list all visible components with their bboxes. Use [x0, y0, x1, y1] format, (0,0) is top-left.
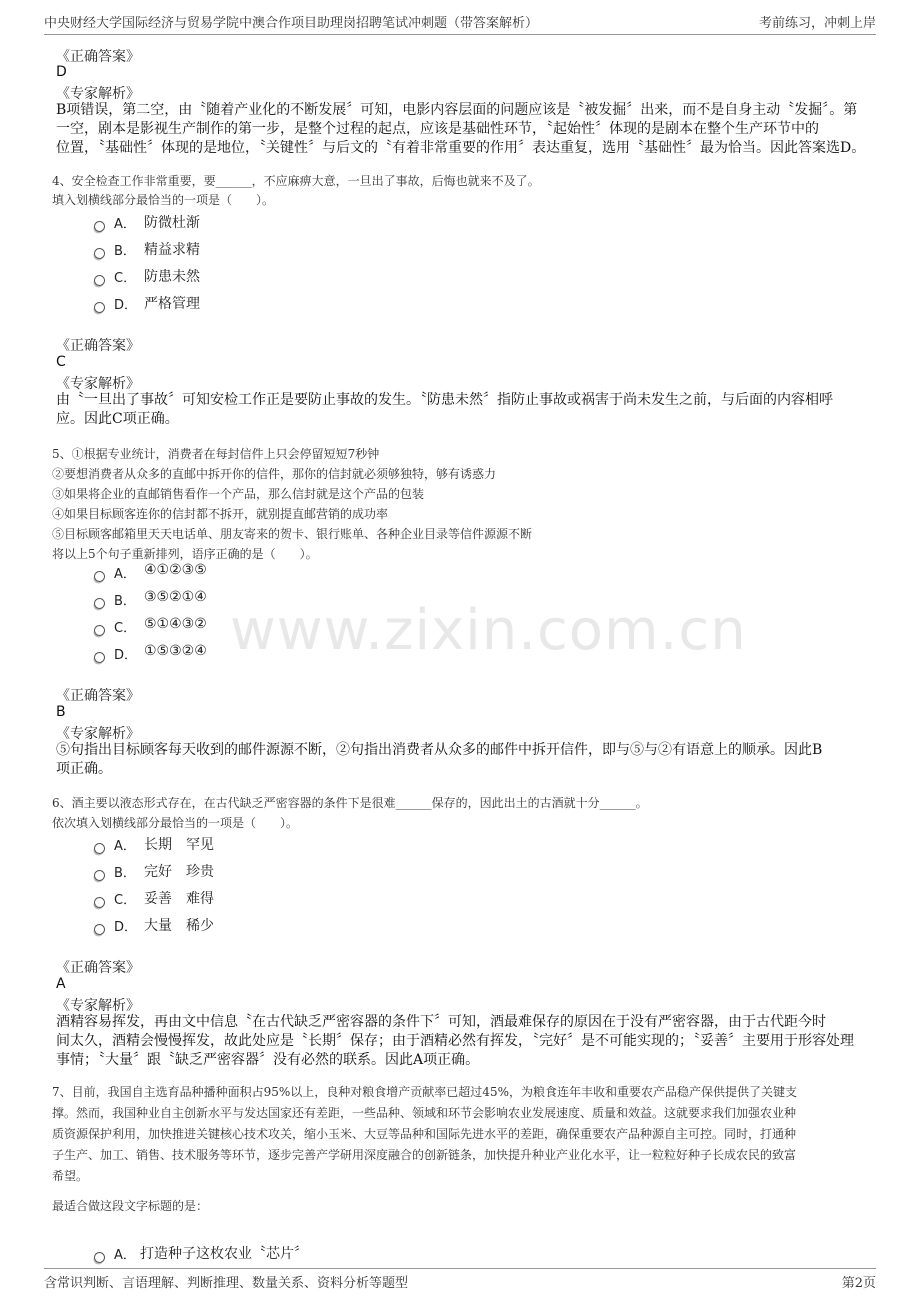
analysis-text — [56, 1013, 854, 1070]
correct-answer-label: 《正确答案》 — [56, 49, 140, 65]
option-letter: C． — [114, 271, 137, 286]
analysis-line: 酒精容易挥发，再由文中信息〝在古代缺乏严密容器的条件下〞可知，酒最难保存的原因在于没有严密容器，由于古代距今时 — [56, 1014, 826, 1030]
analysis-line: 位置，〝基础性〞体现的是地位，〝关键性〞与后文的〝有着非常重要的作用〞表达重复，选用〝基础性〞最为恰当。因此答案选D。 — [56, 140, 866, 156]
footer-divider — [44, 1268, 876, 1269]
analysis-line: 项正确。 — [56, 761, 112, 777]
passage-line: 希望。 — [52, 1169, 89, 1183]
correct-answer-label: 《正确答案》 — [56, 960, 140, 976]
radio-icon[interactable] — [94, 870, 105, 881]
analysis-label: 《专家解析》 — [56, 376, 140, 392]
analysis-label: 《专家解析》 — [56, 726, 140, 742]
radio-icon[interactable] — [94, 625, 105, 636]
option-text: 防微杜渐 — [144, 215, 200, 231]
analysis-line: 事情；〝大量〞跟〝缺乏严密容器〞没有必然的联系。因此A项正确。 — [56, 1052, 480, 1068]
analysis-text — [56, 391, 833, 429]
analysis-label: 《专家解析》 — [56, 86, 140, 102]
question-prompt: 将以上5个句子重新排列，语序正确的是（ ）。 — [52, 547, 318, 561]
radio-icon[interactable] — [94, 598, 105, 609]
option-letter: D． — [114, 648, 138, 663]
radio-icon[interactable] — [94, 652, 105, 663]
sentence-line: ③如果将企业的直邮销售看作一个产品，那么信封就是这个产品的包装 — [52, 487, 425, 501]
option-text: 防患未然 — [144, 269, 200, 285]
analysis-line: 一空，剧本是影视生产制作的第一步，是整个过程的起点，应该是基础性环节，〝起始性〞体现的是剧本在整个生产环节中的 — [56, 121, 819, 137]
option-letter: A． — [114, 1248, 136, 1263]
option-letter: D． — [114, 920, 138, 935]
radio-icon[interactable] — [94, 843, 105, 854]
sentence-line: ②要想消费者从众多的直邮中拆开你的信件，那你的信封就必须够独特，够有诱惑力 — [52, 467, 497, 481]
page-number: 第2页 — [841, 1276, 876, 1291]
option-letter: D． — [114, 298, 138, 313]
option-text: ③⑤②①④ — [144, 589, 207, 605]
option-text: ④①②③⑤ — [144, 562, 207, 578]
option-text: 长期 罕见 — [144, 837, 214, 853]
passage-line: 子生产、加工、销售、技术服务等环节，逐步完善产学研用深度融合的创新链条，加快提升种业产业化水平，让一粒粒好种子长成农民的致富 — [52, 1148, 797, 1162]
radio-icon[interactable] — [94, 221, 105, 232]
option-letter: B． — [114, 244, 136, 259]
correct-answer: D — [56, 64, 67, 80]
question-stem: 6、酒主要以液态形式存在，在古代缺乏严密容器的条件下是很难______保存的，因此出土的古酒就十分______。 — [52, 796, 648, 810]
radio-icon[interactable] — [94, 1252, 105, 1263]
option-text: 完好 珍贵 — [144, 864, 214, 880]
radio-icon[interactable] — [94, 248, 105, 259]
analysis-line: 间太久，酒精会慢慢挥发，故此处应是〝长期〞保存；由于酒精必然有挥发，〝完好〞是不可能实现的；〝妥善〞主要用于形容处理 — [56, 1033, 854, 1049]
passage-line: 7、目前，我国自主选育品种播种面积占95%以上，良种对粮食增产贡献率已超过45%，为粮食连年丰收和重要农产品稳产保供提供了关键支 — [52, 1085, 797, 1099]
option-text: ①⑤③②④ — [144, 643, 207, 659]
option-letter: C． — [114, 893, 137, 908]
question-prompt: 填入划横线部分最恰当的一项是（ ）。 — [52, 193, 275, 207]
radio-icon[interactable] — [94, 275, 105, 286]
sentence-line: ④如果目标顾客连你的信封都不拆开，就别提直邮营销的成功率 — [52, 507, 389, 521]
radio-icon[interactable] — [94, 571, 105, 582]
option-text: 打造种子这枚农业〝芯片〞 — [140, 1246, 308, 1262]
option-text: 严格管理 — [144, 296, 200, 312]
analysis-text — [56, 741, 822, 779]
question-stem: 4、安全检查工作非常重要，要______，不应麻痹大意，一旦出了事故，后悔也就来不及了。 — [52, 174, 540, 188]
question-passage — [52, 1082, 797, 1187]
option-letter: A． — [114, 567, 136, 582]
correct-answer: C — [56, 354, 66, 370]
header-divider — [44, 34, 876, 35]
question-prompt: 最适合做这段文字标题的是： — [52, 1199, 209, 1213]
option-letter: A． — [114, 839, 136, 854]
correct-answer: B — [56, 704, 66, 720]
correct-answer: A — [56, 976, 66, 992]
option-letter: B． — [114, 866, 136, 881]
radio-icon[interactable] — [94, 897, 105, 908]
analysis-label: 《专家解析》 — [56, 998, 140, 1014]
analysis-line: 应。因此C项正确。 — [56, 411, 179, 427]
option-text: ⑤①④③② — [144, 616, 207, 632]
question-stem — [52, 444, 532, 564]
header-slogan: 考前练习，冲刺上岸 — [758, 16, 876, 31]
sentence-line: ⑤目标顾客邮箱里天天电话单、朋友寄来的贺卡、银行账单、各种企业目录等信件源源不断 — [52, 527, 533, 541]
option-letter: B． — [114, 594, 136, 609]
analysis-line: 由〝一旦出了事故〞可知安检工作正是要防止事故的发生。〝防患未然〞指防止事故或祸害于尚未发生之前，与后面的内容相呼 — [56, 392, 833, 408]
watermark: www.zixin.com.cn — [230, 598, 747, 663]
option-text: 妥善 难得 — [144, 891, 214, 907]
passage-line: 质资源保护利用，加快推进关键核心技术攻关，缩小玉米、大豆等品种和国际先进水平的差距，确保重要农产品种源自主可控。同时，打通种 — [52, 1127, 797, 1141]
correct-answer-label: 《正确答案》 — [56, 688, 140, 704]
radio-icon[interactable] — [94, 302, 105, 313]
option-letter: C． — [114, 621, 137, 636]
option-text: 大量 稀少 — [144, 918, 214, 934]
radio-icon[interactable] — [94, 924, 105, 935]
option-text: 精益求精 — [144, 242, 200, 258]
footer-note: 含常识判断、言语理解、判断推理、数量关系、资料分析等题型 — [44, 1276, 409, 1291]
document-title: 中央财经大学国际经济与贸易学院中澳合作项目助理岗招聘笔试冲刺题（带答案解析） — [44, 16, 539, 31]
analysis-text — [56, 101, 865, 158]
option-letter: A． — [114, 217, 136, 232]
question-prompt: 依次填入划横线部分最恰当的一项是（ ）。 — [52, 816, 299, 830]
sentence-line: 5、①根据专业统计，消费者在每封信件上只会停留短短7秒钟 — [52, 447, 380, 461]
correct-answer-label: 《正确答案》 — [56, 338, 140, 354]
analysis-line: ⑤句指出目标顾客每天收到的邮件源源不断，②句指出消费者从众多的邮件中拆开信件，即与⑤与②有语意上的顺承。因此B — [56, 742, 823, 758]
passage-line: 撑。然而，我国种业自主创新水平与发达国家还有差距，一些品种、领域和环节会影响农业发展速度、质量和效益。这就要求我们加强农业种 — [52, 1106, 797, 1120]
analysis-line: B项错误，第二空，由〝随着产业化的不断发展〞可知，电影内容层面的问题应该是〝被发掘〞出来，而不是自身主动〝发掘〞。第 — [56, 102, 858, 118]
